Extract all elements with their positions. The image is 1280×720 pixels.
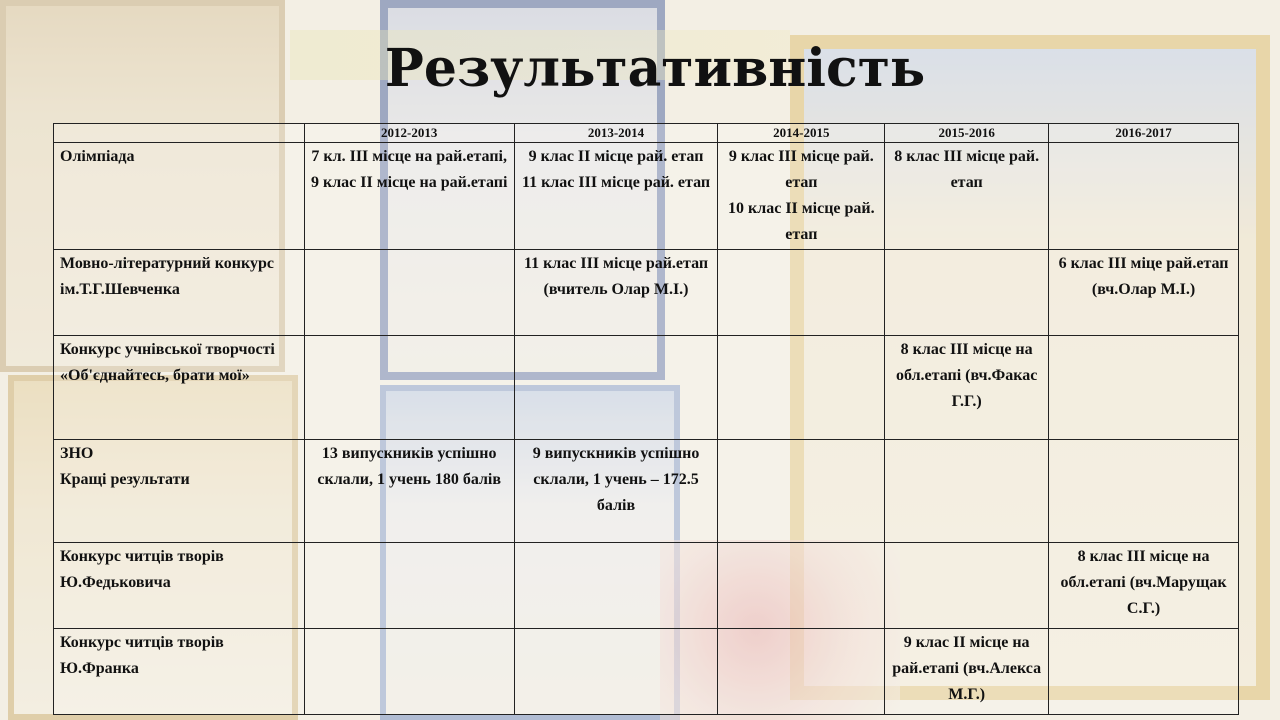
table-cell xyxy=(885,543,1049,629)
table-cell xyxy=(514,543,718,629)
table-cell xyxy=(885,250,1049,336)
row-label: Конкурс читців творів Ю.Франка xyxy=(54,629,305,715)
table-cell xyxy=(718,250,885,336)
table-cell: 8 клас ІІІ місце на обл.етапі (вч.Марущак С.Г.) xyxy=(1049,543,1239,629)
table-cell xyxy=(304,629,514,715)
table-cell xyxy=(885,440,1049,543)
table-cell xyxy=(514,336,718,440)
table-row-fedkovych-contest xyxy=(54,543,1239,629)
results-table xyxy=(53,123,1239,715)
table-row-zno xyxy=(54,440,1239,543)
table-cell: 13 випускників успішно склали, 1 учень 180 балів xyxy=(304,440,514,543)
table-cell xyxy=(718,543,885,629)
table-cell: 9 клас ІІ місце рай. етап 11 клас ІІІ місце рай. етап xyxy=(514,143,718,250)
header-year: 2016-2017 xyxy=(1049,124,1239,143)
table-cell: 8 клас ІІІ місце на обл.етапі (вч.Факас Г.Г.) xyxy=(885,336,1049,440)
header-year: 2014-2015 xyxy=(718,124,885,143)
table-cell: 6 клас ІІІ міце рай.етап (вч.Олар М.І.) xyxy=(1049,250,1239,336)
header-year: 2015-2016 xyxy=(885,124,1049,143)
table-row-creativity-contest xyxy=(54,336,1239,440)
header-year: 2012-2013 xyxy=(304,124,514,143)
table-cell xyxy=(304,543,514,629)
table-cell: 9 клас ІІІ місце рай. етап 10 клас ІІ місце рай. етап xyxy=(718,143,885,250)
table-cell: 9 клас ІІ місце на рай.етапі (вч.Алекса М.Г.) xyxy=(885,629,1049,715)
table-header-row xyxy=(54,124,1239,143)
row-label: Конкурс читців творів Ю.Федьковича xyxy=(54,543,305,629)
header-year: 2013-2014 xyxy=(514,124,718,143)
table-cell: 11 клас ІІІ місце рай.етап (вчитель Олар М.І.) xyxy=(514,250,718,336)
table-row-olympiad xyxy=(54,143,1239,250)
table-cell xyxy=(1049,336,1239,440)
table-cell xyxy=(718,440,885,543)
table-row-shevchenko-contest xyxy=(54,250,1239,336)
table-cell xyxy=(1049,629,1239,715)
table-row-franko-contest xyxy=(54,629,1239,715)
table-cell: 8 клас ІІІ місце рай. етап xyxy=(885,143,1049,250)
table-cell xyxy=(514,629,718,715)
table-cell xyxy=(718,336,885,440)
table-cell: 9 випускників успішно склали, 1 учень – 172.5 балів xyxy=(514,440,718,543)
row-label: Конкурс учнівської творчості «Об'єднайтесь, брати мої» xyxy=(54,336,305,440)
table-cell: 7 кл. ІІІ місце на рай.етапі, 9 клас ІІ місце на рай.етапі xyxy=(304,143,514,250)
table-cell xyxy=(1049,143,1239,250)
table-cell xyxy=(304,250,514,336)
header-empty xyxy=(54,124,305,143)
row-label: Мовно-літературний конкурс ім.Т.Г.Шевченка xyxy=(54,250,305,336)
row-label: ЗНО Кращі результати xyxy=(54,440,305,543)
table-cell xyxy=(304,336,514,440)
table-cell xyxy=(1049,440,1239,543)
slide-title: Результативність xyxy=(384,38,926,99)
row-label: Олімпіада xyxy=(54,143,305,250)
table-cell xyxy=(718,629,885,715)
